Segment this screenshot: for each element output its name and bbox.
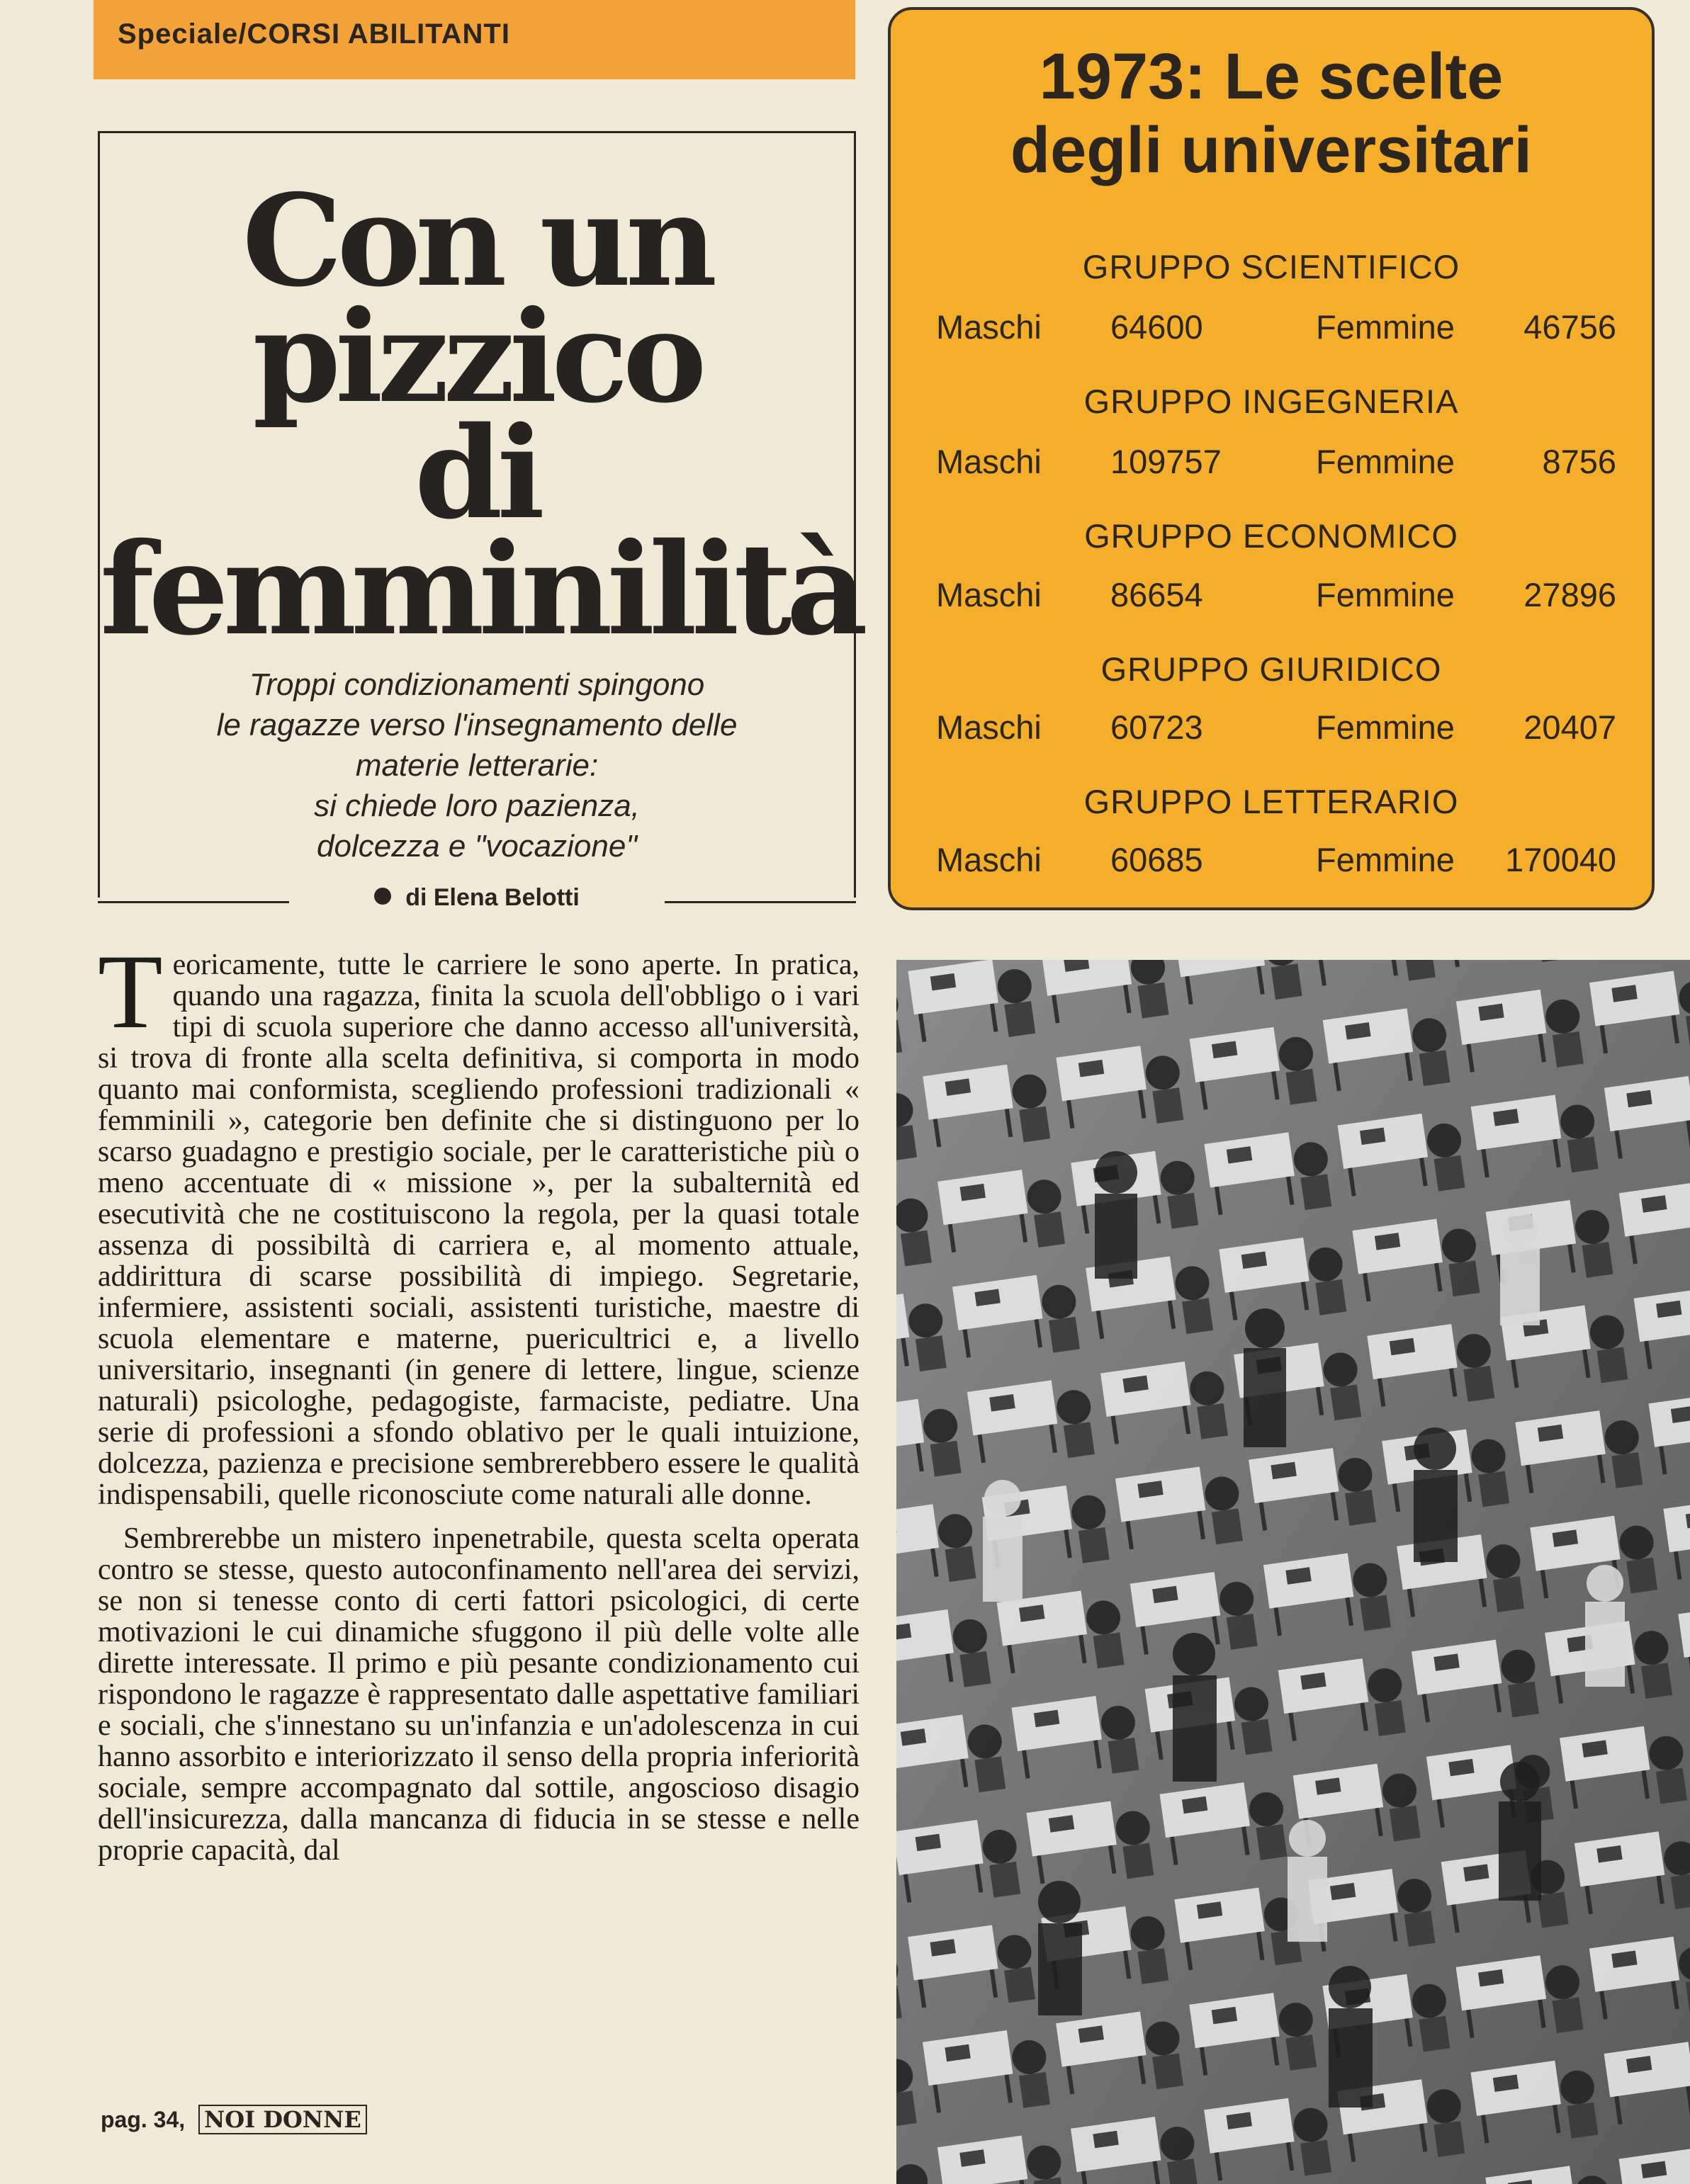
subtitle-line: Troppi condizionamenti spingono <box>249 667 705 702</box>
article-body <box>98 933 860 1867</box>
group-heading: GRUPPO LETTERARIO <box>1083 783 1459 820</box>
exam-hall-photo-illustration <box>896 960 1690 2184</box>
female-label: Femmine <box>1316 708 1455 746</box>
male-label: Maschi <box>936 308 1042 346</box>
headline-line: di <box>414 399 540 547</box>
headline-box <box>98 131 862 898</box>
stats-title-line: 1973: Le scelte <box>1039 40 1504 113</box>
male-label: Maschi <box>936 443 1042 480</box>
article-paragraph <box>98 933 860 1511</box>
group-heading: GRUPPO GIURIDICO <box>1100 650 1442 688</box>
stats-title <box>891 40 1652 187</box>
stats-row <box>891 442 1652 485</box>
male-label: Maschi <box>936 708 1042 746</box>
female-count: 46756 <box>1523 308 1616 346</box>
byline <box>98 884 856 912</box>
stats-row <box>891 840 1652 883</box>
female-label: Femmine <box>1316 308 1455 346</box>
subtitle-line: materie letterarie: <box>355 748 599 783</box>
male-count: 86654 <box>1110 576 1203 613</box>
male-label: Maschi <box>936 576 1042 613</box>
subtitle-line: dolcezza e "vocazione" <box>317 829 637 864</box>
headline-line: femminilità <box>100 515 862 663</box>
group-heading: GRUPPO ECONOMICO <box>1084 517 1458 555</box>
byline-rule-right <box>665 901 856 903</box>
paragraph-text: eoricamente, tutte le carriere le sono aperte. In pratica, quando una ragazza, finita la scuola dell'obbligo o i vari tipi di scuola superiore che danno accesso all'università, si trova di fronte alla scelta definitiva, si comporta in modo quanto mai conformista, scegliendo professioni tradizionali « femminili », categorie ben definite che si distinguono per lo scarso guadagno e prestigio sociale, per le caratteristiche più o meno accentuate di « missione », per la subalternità ed esecutività che ne costituiscono la regola, per la quasi totale assenza di possibiltà di carriera e, al momento attuale, addirittura di scarse possibilità di impiego. Segretarie, infermiere, assistenti sociali, assistenti turistiche, maestre di scuola elementare e materne, puericultrici e, a livello universitario, insegnanti (in genere di lettere, lingue, scienze naturali) psicologhe, pedagogiste, farmaciste, pediatre. Una serie di professioni a sfondo oblativo per le quali intuizione, dolcezza, pazienza e precisione sembrerebbero essere le qualità indispensabili, quelle riconosciute come naturali alle donne. <box>98 949 860 1511</box>
female-count: 20407 <box>1523 708 1616 746</box>
female-count: 8756 <box>1542 443 1616 480</box>
female-count: 170040 <box>1505 841 1616 878</box>
female-label: Femmine <box>1316 841 1455 878</box>
stats-row <box>891 708 1652 750</box>
section-header <box>94 0 855 79</box>
male-count: 64600 <box>1110 308 1203 346</box>
group-heading: GRUPPO SCIENTIFICO <box>1082 248 1460 285</box>
subtitle-line: si chiede loro pazienza, <box>314 788 640 823</box>
female-label: Femmine <box>1316 443 1455 480</box>
section-label: Speciale/CORSI ABILITANTI <box>118 18 510 50</box>
bullet-icon <box>374 888 391 905</box>
stats-row <box>891 575 1652 618</box>
exam-hall-photo <box>896 960 1690 2184</box>
byline-row <box>98 884 856 920</box>
female-count: 27896 <box>1523 576 1616 613</box>
page-footer: pag. 34, NOI DONNE <box>101 2106 367 2133</box>
subtitle <box>100 664 854 866</box>
male-count: 109757 <box>1110 443 1222 480</box>
page-number: pag. 34 <box>101 2107 179 2132</box>
article-paragraph: Sembrerebbe un mistero inpenetrabile, questa scelta operata contro se stesse, questo autoconfinamento nell'area dei servizi, se non si tenesse conto di certi fattori psicologici, di certe motivazioni le cui dinamiche sfuggono il più delle volte alle dirette interessate. Il primo e più pesante condizionamento cui rispondono le ragazze è rappresentato dalle aspettative familiari e sociali, che s'innestano su un'infanzia e un'adolescenza in cui hanno assorbito e interiorizzato il senso della propria inferiorità sociale, sempre accompagnato dal sottile, angoscioso disagio dell'insicurezza, dalla mancanza di fiducia in se stesse e nelle proprie capacità, dal <box>98 1522 860 1867</box>
male-count: 60723 <box>1110 708 1203 746</box>
male-count: 60685 <box>1110 841 1203 878</box>
subtitle-line: le ragazze verso l'insegnamento delle <box>216 708 738 742</box>
stats-box <box>888 7 1655 910</box>
group-heading: GRUPPO INGEGNERIA <box>1083 383 1459 420</box>
byline-text: di Elena Belotti <box>405 884 580 911</box>
stats-row <box>891 307 1652 350</box>
female-label: Femmine <box>1316 576 1455 613</box>
drop-cap: T <box>98 933 163 1051</box>
headline-line: Con un pizzico <box>242 166 712 431</box>
magazine-name: NOI DONNE <box>198 2105 367 2134</box>
stats-title-line: degli universitari <box>1010 114 1533 186</box>
male-label: Maschi <box>936 841 1042 878</box>
headline <box>100 166 862 663</box>
